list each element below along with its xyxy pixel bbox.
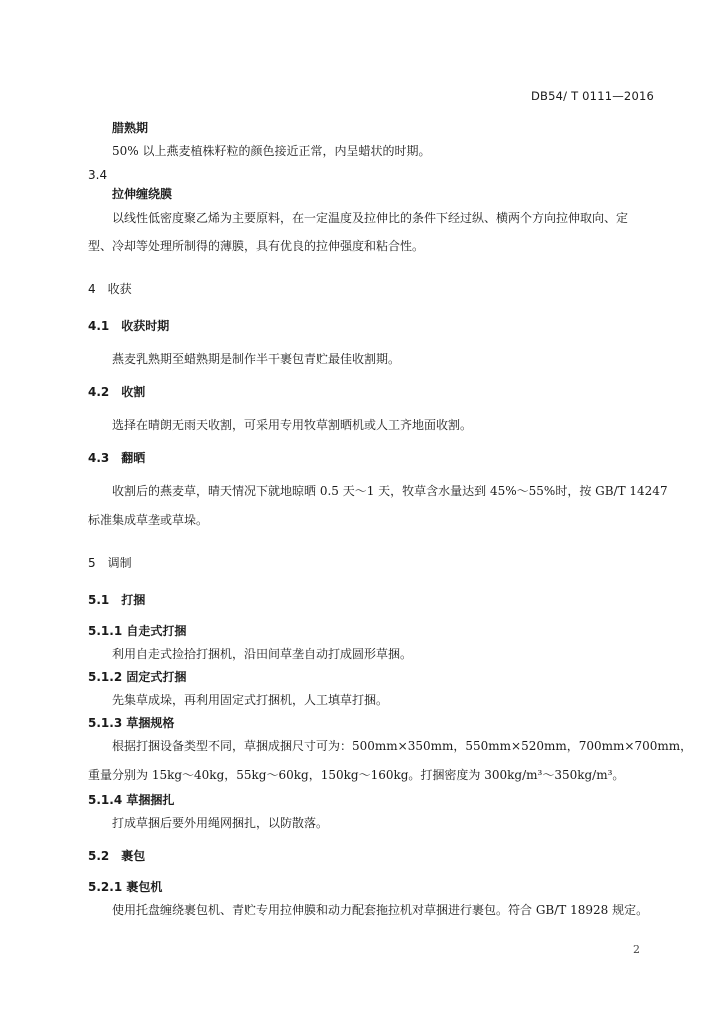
section-text-5-1-3-line1: 根据打捆设备类型不同，草捆成捆尺寸可为：500mm×350mm，550mm×520mm，700mm×700mm， (112, 739, 693, 753)
section-heading-5-1-1: 5.1.1 自走式打捆 (88, 624, 187, 638)
section-heading-4: 4 收获 (88, 282, 132, 296)
section-heading-5-1-2: 5.1.2 固定式打捆 (88, 670, 187, 684)
section-heading-5-1-4: 5.1.4 草捆捆扎 (88, 793, 175, 807)
clause-text-3-4-line2: 型、冷却等处理所制得的薄膜，具有优良的拉伸强度和粘合性。 (88, 239, 425, 253)
clause-title-3-4: 拉伸缠绕膜 (112, 187, 173, 201)
page-number: 2 (633, 943, 640, 956)
term-definition-wax-ripe: 50% 以上燕麦植株籽粒的颜色接近正常，内呈蜡状的时期。 (112, 144, 431, 158)
section-heading-4-2: 4.2 收割 (88, 385, 146, 399)
clause-text-3-4-line1: 以线性低密度聚乙烯为主要原料，在一定温度及拉伸比的条件下经过纵、横两个方向拉伸取向、定 (112, 211, 629, 225)
section-text-5-1-3-line2: 重量分别为 15kg～40kg，55kg～60kg，150kg～160kg。打捆密度为 300kg/m³～350kg/m³。 (88, 768, 625, 782)
section-text-5-1-1: 利用自走式捡拾打捆机，沿田间草垄自动打成圆形草捆。 (112, 647, 413, 661)
section-heading-4-1: 4.1 收获时期 (88, 319, 170, 333)
section-text-4-2: 选择在晴朗无雨天收割，可采用专用牧草割晒机或人工齐地面收割。 (112, 418, 473, 432)
section-text-5-1-4: 打成草捆后要外用绳网捆扎，以防散落。 (112, 816, 329, 830)
section-text-4-3-line1: 收割后的燕麦草，晴天情况下就地晾晒 0.5 天～1 天，牧草含水量达到 45%～55%时，按 GB/T 14247 (112, 484, 668, 498)
clause-number-3-4: 3.4 (88, 168, 108, 182)
section-text-5-1-2: 先集草成垛，再利用固定式打捆机，人工填草打捆。 (112, 693, 389, 707)
term-title-wax-ripe: 腊熟期 (112, 121, 149, 135)
section-heading-5-1-3: 5.1.3 草捆规格 (88, 716, 175, 730)
section-heading-5-1: 5.1 打捆 (88, 593, 146, 607)
section-text-4-3-line2: 标准集成草垄或草垛。 (88, 513, 209, 527)
section-heading-5-2-1: 5.2.1 裹包机 (88, 880, 163, 894)
section-text-4-1: 燕麦乳熟期至蜡熟期是制作半干裹包青贮最佳收割期。 (112, 352, 401, 366)
section-heading-4-3: 4.3 翻晒 (88, 451, 146, 465)
section-heading-5-2: 5.2 裹包 (88, 849, 146, 863)
document-code-header: DB54/ T 0111—2016 (530, 89, 654, 103)
section-text-5-2-1: 使用托盘缠绕裹包机、青贮专用拉伸膜和动力配套拖拉机对草捆进行裹包。符合 GB/T 18928 规定。 (112, 903, 649, 917)
section-heading-5: 5 调制 (88, 556, 132, 570)
